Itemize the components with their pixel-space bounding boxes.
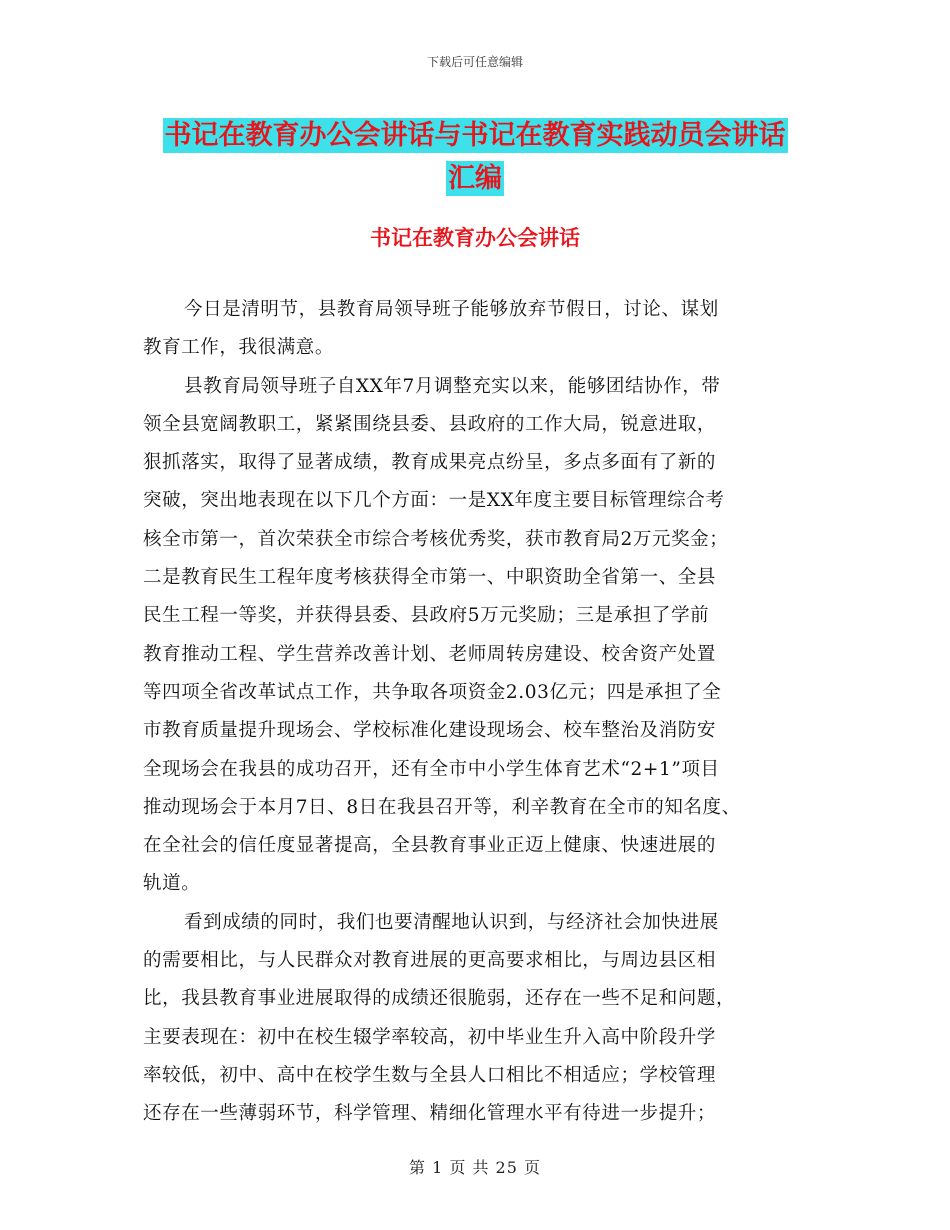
document-title-line-1-text: 书记在教育办公会讲话与书记在教育实践动员会讲话 [164,120,786,151]
paragraph-line: 推动现场会于本月7日、8日在我县召开等，利辛教育在全市的知名度、 [143,796,741,818]
paragraph-line: 核全市第一，首次荣获全市综合考核优秀奖，获市教育局2万元奖金； [143,528,729,550]
paragraph-line: 轨道。 [143,873,201,895]
paragraph-line: 看到成绩的同时，我们也要清醒地认识到，与经济社会加快进展 [184,911,719,933]
paragraph-line: 全现场会在我县的成功召开，还有全市中小学生体育艺术“2+1”项目 [143,758,720,780]
document-title-line-2-text: 汇编 [448,163,502,194]
document-title-line-1 [0,113,950,152]
paragraph-line: 二是教育民生工程年度考核获得全市第一、中职资助全省第一、全县 [143,567,717,589]
paragraph-line: 比，我县教育事业进展取得的成绩还很脆弱，还存在一些不足和问题， [143,988,736,1010]
header-note: 下载后可任意编辑 [426,55,523,69]
paragraph-line: 今日是清明节，县教育局领导班子能够放弃节假日，讨论、谋划 [184,299,719,320]
paragraph-line: 县教育局领导班子自XX年7月调整充实以来，能够团结协作，带 [184,375,721,397]
paragraph-3 [143,904,833,1134]
paragraph-line: 主要表现在：初中在校生辍学率较高，初中毕业生升入高中阶段升学 [143,1026,717,1048]
paragraph-line: 率较低，初中、高中在校学生数与全县人口相比不相适应；学校管理 [143,1064,717,1086]
paragraph-line: 狠抓落实，取得了显著成绩，教育成果亮点纷呈，多点多面有了新的 [143,452,717,474]
body-text [143,291,833,1134]
paragraph-line: 市教育质量提升现场会、学校标准化建设现场会、校车整治及消防安 [143,720,717,742]
paragraph-line: 教育推动工程、学生营养改善计划、老师周转房建设、校舍资产处置 [143,643,717,665]
paragraph-1 [143,291,833,368]
paragraph-line: 的需要相比，与人民群众对教育进展的更高要求相比，与周边县区相 [143,950,717,972]
paragraph-line: 领全县宽阔教职工，紧紧围绕县委、县政府的工作大局，锐意进取， [143,413,717,435]
paragraph-line: 突破，突出地表现在以下几个方面：一是XX年度主要目标管理综合考 [143,490,725,512]
section-heading: 书记在教育办公会讲话 [370,226,580,250]
paragraph-line: 教育工作，我很满意。 [143,337,335,359]
page-footer: 第 1 页 共 25 页 [409,1158,541,1177]
document-title-line-2 [0,156,950,195]
paragraph-line: 等四项全省改革试点工作，共争取各项资金2.03亿元；四是承担了全 [143,681,722,703]
paragraph-2 [143,368,833,904]
paragraph-line: 还存在一些薄弱环节，科学管理、精细化管理水平有待进一步提升； [143,1103,717,1125]
paragraph-line: 民生工程一等奖，并获得县委、县政府5万元奖励；三是承担了学前 [143,605,710,627]
paragraph-line: 在全社会的信任度显著提高，全县教育事业正迈上健康、快速进展的 [143,835,717,857]
